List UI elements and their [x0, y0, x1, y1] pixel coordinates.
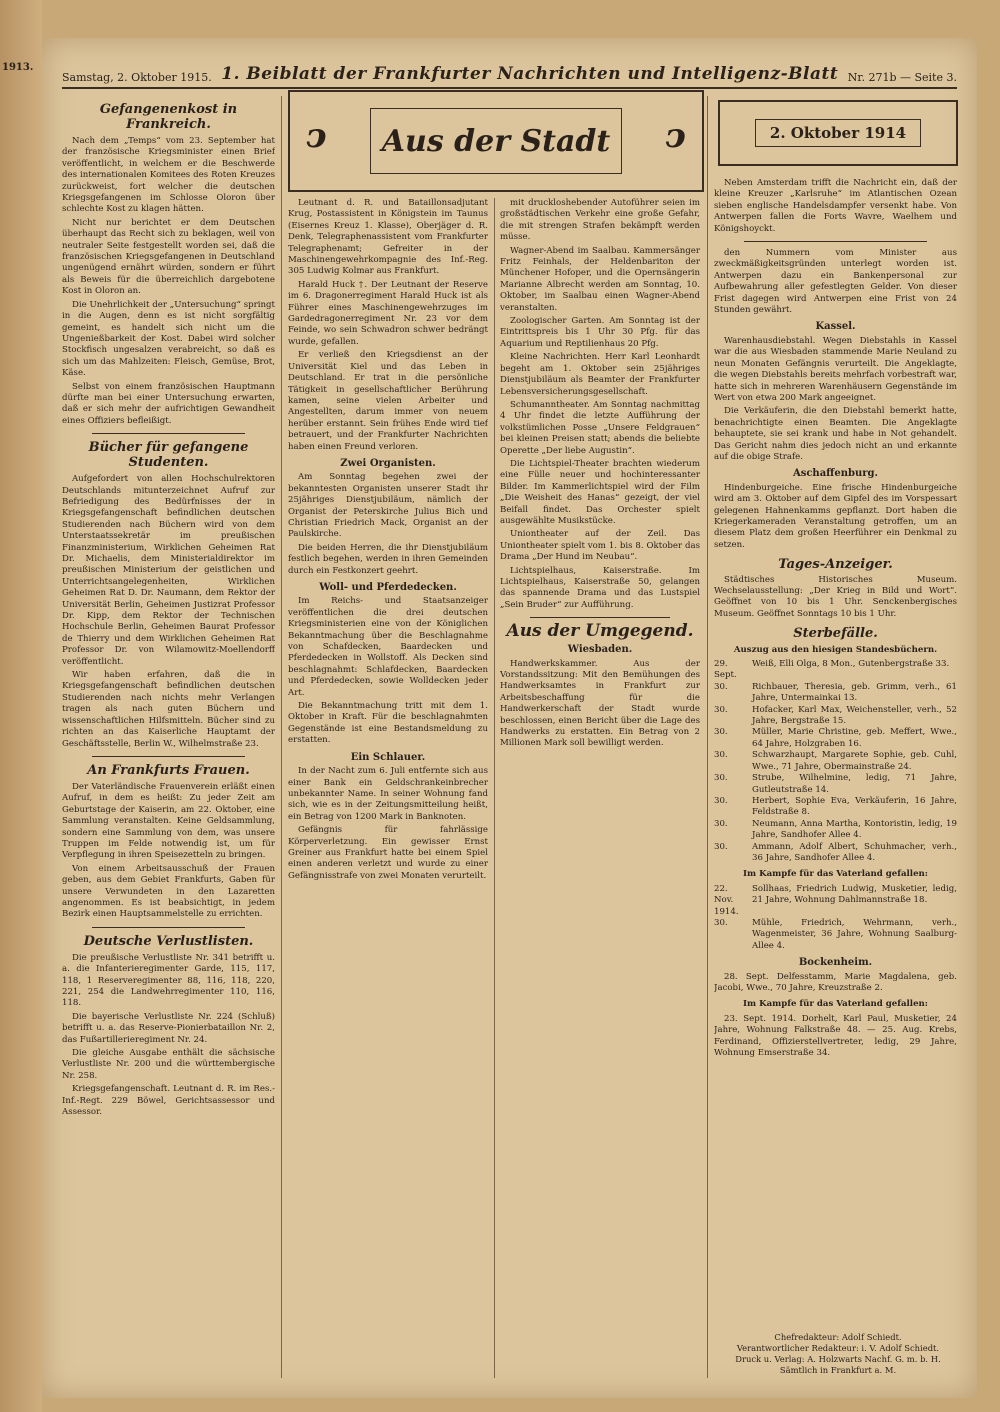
entry-row	[714, 727, 957, 750]
paragraph: Uniontheater auf der Zeil. Das Uniontheater spielt vom 1. bis 8. Oktober das Drama „Der Hund im Neubau“.	[500, 529, 700, 563]
entry-date: 30.	[714, 795, 728, 806]
ornament-icon: ↄ	[306, 116, 327, 156]
subhead-wiesbaden: Wiesbaden.	[567, 644, 633, 656]
paragraph: Neben Amsterdam trifft die Nachricht ein, daß der kleine Kreuzer „Karlsruhe“ im Atlantischen Ozean sieben englische Handelsdampfer versenkt habe. Von Antwerpen fallen die Forts Wavre, Waelhem und Königshoyckt.	[714, 178, 957, 234]
paragraph: Die Unehrlichkeit der „Untersuchung“ springt in die Augen, denn es ist nicht sorgfältig gemeint, es handelt sich nicht um die Ungenießbarkeit der Kost. Dabei wird solcher Stockfisch ungesalzen verabreicht, so daß es sich um das Mahlzeiten: Fleisch, Gemüse, Brot, Käse.	[62, 299, 275, 379]
subhead-organisten: Zwei Organisten.	[340, 457, 436, 469]
entry-text: Strube, Wilhelmine, ledig, 71 Jahre, Gutleutstraße 14.	[752, 773, 957, 795]
entry-text: Weiß, Elli Olga, 8 Mon., Gutenbergstraße 33.	[752, 659, 950, 670]
paragraph: Nicht nur berichtet er dem Deutschen überhaupt das Recht sich zu beklagen, weil von neutraler Seite festgestellt worden sei, daß die französischen Kriegsgefangenen in Deutschland ungenügend ernährt würden, sondern er führt als Beweis für die überreichlich dargebotene Kost in Oloron an.	[62, 217, 275, 297]
column-rule	[281, 96, 282, 1378]
paragraph: mit druckloshebender Autoführer seien im großstädtischen Verkehr eine große Gefahr, die mit strengen Strafen bekämpft werden müsse.	[500, 198, 700, 243]
paragraph: Er verließ den Kriegsdienst an der Universität Kiel und das Leben in Deutschland. Er trat in die persönliche Tätigkeit in gesellschaftlicher Berührung kamen, seine vielen Arbeiter und Angestellten, darum immer von neuem herüber erstannt. Sein frühes Ende wird tief betrauert, und der Frankfurter Nachrichten haben einen Freund verloren.	[288, 350, 488, 452]
headline-tages-anzeiger: Tages-Anzeiger.	[778, 557, 893, 573]
paragraph: Kleine Nachrichten. Herr Karl Leonhardt begeht am 1. Oktober sein 25jähriges Dienstjubiläum als Beamter der Frankfurter Lebensversicherungsgesellschaft.	[500, 352, 700, 397]
paragraph: Harald Huck †. Der Leutnant der Reserve im 6. Dragonerregiment Harald Huck ist als Führer eines Maschinengewehrzuges im Gardedragonerregiment Nr. 23 vor dem Feinde, wo sein Schwadron schwer bedrängt wurde, gefallen.	[288, 279, 488, 347]
paragraph: Schumanntheater. Am Sonntag nachmittag 4 Uhr findet die letzte Aufführung der volkstümlichen Posse „Unsere Feldgrauen“ bei kleinen Preisen statt; abends die beliebte Operette „Der liebe Augustin“.	[500, 399, 700, 456]
death-list	[714, 659, 957, 864]
entry-row	[714, 918, 957, 952]
entry-date: 30.	[714, 773, 728, 784]
column-2	[288, 198, 488, 1378]
paragraph: Die Bekanntmachung tritt mit dem 1. Oktober in Kraft. Für die beschlagnahmten Gegenstände ist eine Bestandsmeldung zu erstatten.	[288, 701, 488, 746]
edge-fragment: 1913.	[2, 62, 34, 73]
section-masthead	[288, 90, 704, 192]
entry-text: Müller, Marie Christine, geb. Meffert, Wwe., 64 Jahre, Holzgraben 16.	[752, 727, 957, 749]
header-page-number: Nr. 271b — Seite 3.	[847, 71, 957, 84]
date-box-text: 2. Oktober 1914	[755, 119, 921, 147]
entry-date: 30.	[714, 917, 728, 928]
paragraph: Zoologischer Garten. Am Sonntag ist der Eintrittspreis bis 1 Uhr 30 Pfg. für das Aquarium und Reptilienhaus 20 Pfg.	[500, 316, 700, 349]
paragraph: Nach dem „Temps“ vom 23. September hat der französische Kriegsminister einen Brief veröffentlicht, in welchem er die Beschwerde des internationalen Komitees des Roten Kreuzes zurückweist, fort welcher die deutschen Kriegsgefangenen im Schlosse Oloron über schlechte Kost zu klagen hätten.	[62, 136, 275, 215]
paragraph: Wagner-Abend im Saalbau. Kammersänger Fritz Feinhals, der Heldenbariton der Münchener Hofoper, und die Opernsängerin Marianne Albrecht werden am Sonntag, 10. Oktober, im Saalbau einen Wagner-Abend veranstalten.	[500, 245, 700, 313]
page-header	[62, 54, 957, 89]
entry-date: 22. Nov. 1914.	[714, 883, 739, 917]
subhead-kassel: Kassel.	[815, 321, 856, 333]
entry-date: 29. Sept.	[714, 659, 737, 681]
headline-umgegend: Aus der Umgegend.	[506, 621, 694, 642]
section-title: Aus der Stadt	[370, 108, 622, 174]
paragraph: Aufgefordert von allen Hochschulrektoren Deutschlands mitunterzeichnet Aufruf zur Befriedigung des Bedürfnisses der in Kriegsgefangenschaft befindlichen deutschen Studierenden nach Büchern wird von dem Unterstaatssekretär im preußischen Finanzministerium, Wirklichen Geheimen Rat Dr. Michaelis, dem Ministerialdirektor im preußischen Ministerium der geistlichen und Unterrichtsangelegenheiten, Wirklichen Geheimen Rat D. Dr. Naumann, dem Rektor der Universität Berlin, Geheimen Justizrat Professor Dr. Kipp, dem Rektor der Technischen Hochschule Berlin, Geheimen Baurat Professor de Thierry und dem Wirklichen Geheimen Rat Professor Dr. von Wilamowitz-Moellendorff veröffentlicht.	[62, 474, 275, 667]
subhead-schlauer: Ein Schlauer.	[350, 751, 426, 763]
entry-text: Neumann, Anna Martha, Kontoristin, ledig, 19 Jahre, Sandhofer Allee 4.	[752, 818, 957, 841]
paragraph: Die beiden Herren, die ihr Dienstjubiläum festlich begehen, werden in ihren Gemeinden durch ein Festkonzert geehrt.	[288, 542, 488, 576]
column-1	[62, 96, 275, 1378]
column-4	[714, 178, 957, 1308]
paragraph: Hindenburgeiche. Eine frische Hindenburgeiche wird am 3. Oktober auf dem Gipfel des im Vorspessart gelegenen Hahnenkamms gepflanzt. Dort haben die Kriegerkameraden Veranstaltung getroffen, um an diesem Platz dem großen Heerführer ein Denkmal zu setzen.	[714, 482, 957, 550]
entry-row	[714, 659, 957, 682]
imprint-line: Verantwortlicher Redakteur: i. V. Adolf Schiedt.	[736, 1343, 940, 1353]
entry-date: 30.	[714, 727, 728, 738]
paragraph: Kriegsgefangenschaft. Leutnant d. R. im Res.-Inf.-Regt. 229 Böwel, Gerichtsassessor und Assessor.	[62, 1084, 275, 1118]
headline-sterbefaelle: Sterbefälle.	[793, 626, 878, 642]
subhead-aschaffenburg: Aschaffenburg.	[792, 468, 879, 480]
entry-date: 30.	[714, 818, 728, 829]
paragraph: Die Lichtspiel-Theater brachten wiederum eine Fülle neuer und hochinteressanter Bilder. Im Kammerlichtspiel wird der Film „Die Weisheit des Hanas“ gezeigt, der viel Beifall findet. Das Orchester spielt ausgewählte Musikstücke.	[500, 458, 700, 526]
header-date: Samstag, 2. Oktober 1915.	[62, 71, 212, 84]
column-rule	[707, 96, 708, 1378]
paragraph: Am Sonntag begehen zwei der bekanntesten Organisten unserer Stadt ihr 25jähriges Dienstjubiläum, nämlich der Organist der Peterskirche Julius Bich und Christian Friedrich Mack, Organist an der Paulskirche.	[288, 472, 488, 540]
headline-buecher: Bücher für gefangene Studenten.	[88, 440, 249, 471]
paragraph: Städtisches Historisches Museum. Wechselausstellung: „Der Krieg in Bild und Wort“. Geöffnet von 10 bis 1 Uhr. Senckenbergisches Museum. Geöffnet Sonntags 10 bis 1 Uhr.	[714, 574, 957, 619]
entry-row	[714, 819, 957, 842]
paragraph: Warenhausdiebstahl. Wegen Diebstahls in Kassel war die aus Wiesbaden stammende Marie Neuland zu neun Monaten Gefängnis verurteilt. Die Angeklagte, die wegen Diebstahls bereits mehrfach vorbestraft war, hatte sich in mehreren Warenhäusern Gegenstände im Wert von etwa 200 Mark angeeignet.	[714, 335, 957, 403]
divider	[92, 433, 245, 434]
ornament-icon: ↄ	[665, 116, 686, 156]
newspaper-page	[42, 38, 977, 1398]
divider	[92, 756, 245, 757]
imprint	[723, 1332, 953, 1376]
subhead-gefallen: Im Kampfe für das Vaterland gefallen:	[743, 869, 928, 880]
headline-frauen: An Frankfurts Frauen.	[87, 762, 250, 778]
divider	[530, 617, 670, 618]
entry-text: Hofacker, Karl Max, Weichensteller, verh., 52 Jahre, Bergstraße 15.	[752, 704, 957, 727]
entry-row	[714, 750, 957, 773]
header-title: 1. Beiblatt der Frankfurter Nachrichten und Intelligenz-Blatt	[221, 64, 839, 84]
entry-text: Richbauer, Theresia, geb. Grimm, verh., 61 Jahre, Untermainkai 13.	[752, 681, 957, 704]
fallen-list	[714, 884, 957, 952]
entry-row	[714, 796, 957, 819]
column-rule	[494, 198, 495, 1378]
subhead-standesbuecher: Auszug aus den hiesigen Standesbüchern.	[733, 644, 938, 655]
paragraph: Selbst von einem französischen Hauptmann dürfte man bei einer Untersuchung erwarten, daß er sich mehr der aufrichtigen Gewandheit eines Offiziers befleißigt.	[62, 381, 275, 426]
divider	[92, 927, 245, 928]
paragraph: Von einem Arbeitsausschuß der Frauen geben, aus dem Gebiet Frankfurts, Gaben für unsere Verwundeten in den Lazaretten angenommen. Es ist beabsichtigt, in jedem Bezirk einen Hauptsammelstelle zu errichten.	[62, 863, 275, 920]
paragraph: In der Nacht zum 6. Juli entfernte sich aus einer Bank ein Geldschrankeinbrecher unbekannter Name. In seiner Wohnung fand sich, wie es in der Zeitungsmitteilung heißt, ein Betrag von 1200 Mark in Banknoten.	[288, 766, 488, 822]
entry-row	[714, 705, 957, 728]
paragraph: Gefängnis für fahrlässige Körperverletzung. Ein gewisser Ernst Greiner aus Frankfurt hatte bei einem Spiel einen anderen verletzt und wurde zu einer Gefängnisstrafe von zwei Monaten verurteilt.	[288, 825, 488, 881]
paragraph: Handwerkskammer. Aus der Vorstandssitzung: Mit den Bemühungen des Handwerksamtes in Frankfurt zur Arbeitsbeschaffung für die Handwerkerschaft der Stadt wurde beschlossen, einen Bericht über die Lage des Handwerks zu erstatten. Ein Betrag von 2 Millionen Mark soll bewilligt werden.	[500, 658, 700, 749]
paragraph: den Nummern vom Minister aus zweckmäßigkeitsgründen unterlegt worden ist. Antwerpen dazu ein Bankenpersonal zur Aufbewahrung aller gefestlegten Gelder. Von dieser Frist dagegen wird Antwerpen eine Frist von 24 Stunden gewährt.	[714, 248, 957, 316]
column-3	[500, 198, 700, 1378]
paragraph: Leutnant d. R. und Bataillonsadjutant Krug, Postassistent in Königstein im Taunus (Eisernes Kreuz 1. Klasse), Oberjäger d. R. Denk, Telegraphenassistent vom Frankfurter Telegraphenamt; Gefreiter in der Maschinengewehrkompagnie des Inf.-Reg. 305 Ludwig Kolmar aus Frankfurt.	[288, 198, 488, 277]
paragraph: Lichtspielhaus, Kaiserstraße. Im Lichtspielhaus, Kaiserstraße 50, gelangen das spannende Drama und das Lustspiel „Sein Bruder“ zur Aufführung.	[500, 565, 700, 610]
entry-date: 30.	[714, 841, 728, 852]
paragraph: Im Reichs- und Staatsanzeiger veröffentlichen die drei deutschen Kriegsministerien eine von der Königlichen Bekanntmachung über die Beschlagnahme von Schafdecken, Baardecken und Pferdedecken in Wollstoff. Als Decken sind beschlagnahmt: Schlafdecken, Baardecken und Pferdedecken, sowie Wolldecken jeder Art.	[288, 596, 488, 698]
entry-text: Ammann, Adolf Albert, Schuhmacher, verh., 36 Jahre, Sandhofer Allee 4.	[752, 841, 957, 863]
headline-gefangenenkost: Gefangenenkost in Frankreich.	[99, 102, 238, 132]
entry-text: Schwarzhaupt, Margarete Sophie, geb. Cuhl, Wwe., 71 Jahre, Obermainstraße 24.	[752, 750, 957, 772]
entry-text: Mühle, Friedrich, Wehrmann, verh., Wagenmeister, 36 Jahre, Wohnung Saalburg-Allee 4.	[752, 917, 957, 951]
paragraph: Die preußische Verlustliste Nr. 341 betrifft u. a. die Infanterieregimenter Garde, 115, 117, 118, 1 Reserveregimenter 88, 116, 118, 220, 221, 254 die Landwehrregimenter 110, 116, 118.	[62, 952, 275, 1009]
date-box	[718, 100, 958, 166]
divider	[744, 241, 927, 242]
imprint-line: Druck u. Verlag: A. Holzwarts Nachf. G. m. b. H.	[735, 1354, 941, 1364]
entry-text: Sollhaas, Friedrich Ludwig, Musketier, ledig, 21 Jahre, Wohnung Dahlmannstraße 18.	[752, 883, 957, 906]
paragraph: Die Verkäuferin, die den Diebstahl bemerkt hatte, benachrichtigte einen Beamten. Die Angeklagte behauptete, sie sei krank und habe in Not gehandelt. Das Gericht nahm dies jedoch nicht an und erkannte auf die obige Strafe.	[714, 406, 957, 462]
entry-date: 30.	[714, 681, 728, 692]
entry-row	[714, 884, 957, 918]
imprint-line: Chefredakteur: Adolf Schiedt.	[774, 1332, 902, 1342]
subhead-decken: Woll- und Pferdedecken.	[319, 582, 457, 593]
entry-row	[714, 773, 957, 796]
paragraph: Der Vaterländische Frauenverein erläßt einen Aufruf, in dem es heißt: Zu jeder Zeit am Geburtstage der Kaiserin, am 22. Oktober, eine Sammlung veranstalten. Keine Geldsammlung, sondern eine Sammlung von dem, was unsere Truppen im Felde notwendig ist, um für Verpflegung in ihren Speisezetteln zu bringen.	[62, 781, 275, 861]
paragraph: Wir haben erfahren, daß die in Kriegsgefangenschaft befindlichen deutschen Studierenden nach nichts mehr Verlangen tragen als nach guten Büchern und wissenschaftlichen Hilfsmitteln. Bücher sind zu richten an das Kaiserliche Hauptamt der Geschäftsstelle, Berlin W., Wilhelmstraße 23.	[62, 670, 275, 749]
entry-date: 30.	[714, 750, 728, 761]
entry-text: Herbert, Sophie Eva, Verkäuferin, 16 Jahre, Feldstraße 8.	[752, 795, 957, 818]
page-edge	[0, 0, 42, 1412]
imprint-line: Sämtlich in Frankfurt a. M.	[779, 1365, 897, 1375]
entry-row	[714, 682, 957, 705]
entry-date: 30.	[714, 704, 728, 715]
entry-row	[714, 842, 957, 865]
paragraph: Die gleiche Ausgabe enthält die sächsische Verlustliste Nr. 200 und die württembergische Nr. 258.	[62, 1048, 275, 1081]
headline-verlustlisten: Deutsche Verlustlisten.	[83, 933, 254, 949]
paragraph: Die bayerische Verlustliste Nr. 224 (Schluß) betrifft u. a. das Reserve-Pionierbataillon Nr. 2, das Fußartillerieregiment Nr. 24.	[62, 1011, 275, 1045]
subhead-bockenheim: Bockenheim.	[798, 957, 873, 969]
paragraph: 28. Sept. Delfesstamm, Marie Magdalena, geb. Jacobi, Wwe., 70 Jahre, Kreuzstraße 2.	[714, 971, 957, 993]
subhead-gefallen-2: Im Kampfe für das Vaterland gefallen:	[743, 999, 928, 1010]
paragraph: 23. Sept. 1914. Dorhelt, Karl Paul, Musketier, 24 Jahre, Wohnung Falkstraße 48. — 25. Aug. Krebs, Ferdinand, Offizierstellvertreter, ledig, 29 Jahre, Wohnung Emserstraße 34.	[714, 1013, 957, 1059]
